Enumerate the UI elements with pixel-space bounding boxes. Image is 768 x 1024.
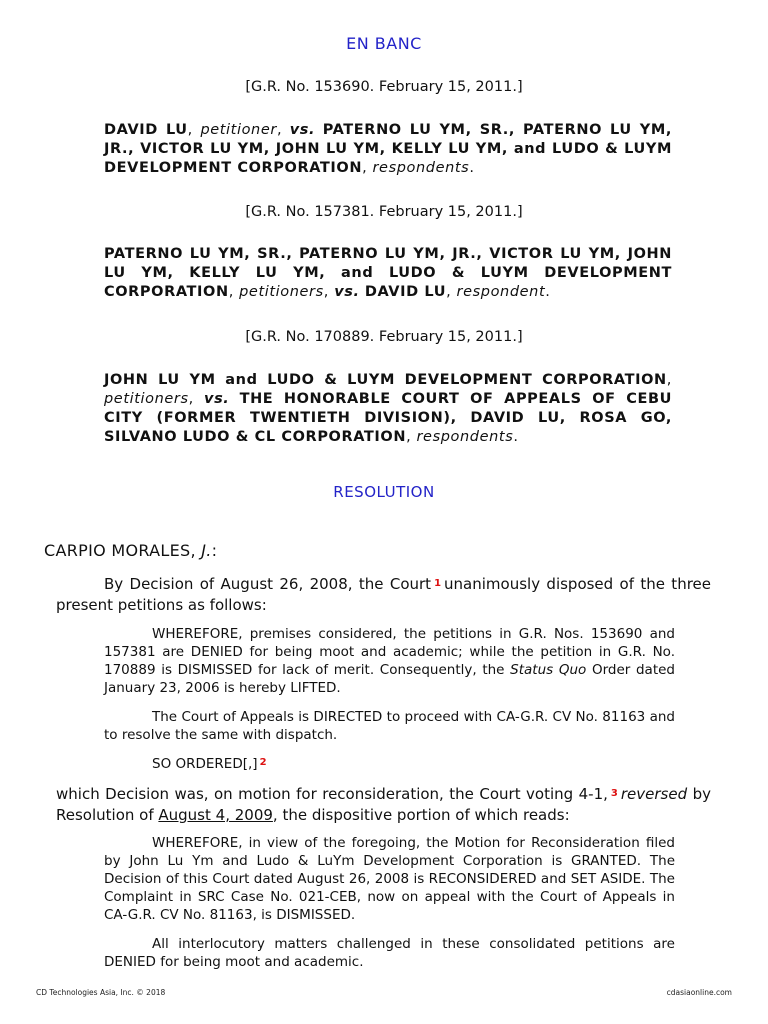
party-role: petitioners bbox=[104, 391, 189, 407]
party-role: respondent bbox=[456, 284, 546, 300]
quote-paragraph-3: SO ORDERED[,] $^2$ bbox=[152, 756, 267, 772]
reversed-italic: reversed bbox=[620, 785, 688, 803]
case-caption-1: DAVID LU, petitioner, vs. PATERNO LU YM, SR., PATERNO LU YM, JR., VICTOR LU YM, JOHN LU YM, KELLY LU YM, and LUDO & LUYM DEVELOPMENT CORPORATION, respondents. bbox=[104, 122, 672, 176]
quote-paragraph-4: WHEREFORE, in view of the foregoing, the Motion for Reconsideration filed by John Lu Ym and Ludo & LuYm Development Corporation is GRANTED. The Decision of this Court dated August 26, 2008 is RECONSIDERED and SET ASIDE. The Complaint in SRC Case No. 021-CEB, now on appeal with the Court of Appeals in CA-G.R. CV No. 81163, is DISMISSED. bbox=[104, 835, 675, 923]
party-petitioner: DAVID LU bbox=[104, 122, 188, 138]
quote-paragraph-2: The Court of Appeals is DIRECTED to proceed with CA-G.R. CV No. 81163 and to resolve the same with dispatch. bbox=[104, 709, 675, 743]
party-petitioners: PATERNO LU YM, SR., PATERNO LU YM, JR., VICTOR LU YM, JOHN LU YM, KELLY LU YM, and LUDO & LUYM DEVELOPMENT CORPORATION bbox=[104, 246, 672, 300]
ponente-name: CARPIO MORALES bbox=[44, 541, 191, 560]
quote-paragraph-5: All interlocutory matters challenged in these consolidated petitions are DENIED for being moot and academic. bbox=[104, 936, 675, 970]
ponente: CARPIO MORALES, J.: bbox=[44, 541, 218, 560]
gr-number-3: [G.R. No. 170889. February 15, 2011.] bbox=[245, 329, 523, 345]
footnote-ref-2[interactable]: 2 bbox=[259, 757, 267, 768]
party-role: petitioners bbox=[239, 284, 324, 300]
versus: vs. bbox=[334, 284, 360, 300]
party-respondents: THE HONORABLE COURT OF APPEALS OF CEBU CITY (FORMER TWENTIETH DIVISION), DAVID LU, ROSA GO, SILVANO LUDO & CL CORPORATION bbox=[104, 391, 672, 445]
body-paragraph-1: By Decision of August 26, 2008, the Court $^1$ unanimously disposed of the three present petitions as follows: bbox=[56, 575, 711, 614]
quote-paragraph-1: WHEREFORE, premises considered, the petitions in G.R. Nos. 153690 and 157381 are DENIED for being moot and academic; while the petition in G.R. No. 170889 is DISMISSED for lack of merit. Consequently, the Status Quo Order dated January 23, 2006 is hereby LIFTED. bbox=[104, 626, 675, 696]
ponente-title: J. bbox=[201, 541, 212, 560]
footer-site: cdasiaonline.com bbox=[666, 988, 732, 997]
division-header: EN BANC bbox=[346, 34, 422, 53]
resolution-title: RESOLUTION bbox=[333, 483, 435, 501]
footnote-ref-3[interactable]: 3 bbox=[610, 788, 618, 799]
body-paragraph-2: which Decision was, on motion for reconsideration, the Court voting 4-1, $^3$ reversed by Resolution of August 4, 2009, the dispositive portion of which reads: bbox=[56, 785, 711, 824]
case-caption-2: PATERNO LU YM, SR., PATERNO LU YM, JR., VICTOR LU YM, JOHN LU YM, KELLY LU YM, and LUDO & LUYM DEVELOPMENT CORPORATION, petitioners, vs. DAVID LU, respondent. bbox=[104, 246, 672, 300]
gr-number-2: [G.R. No. 157381. February 15, 2011.] bbox=[245, 204, 523, 220]
versus: vs. bbox=[204, 391, 230, 407]
party-petitioners: JOHN LU YM and LUDO & LUYM DEVELOPMENT CORPORATION bbox=[104, 372, 667, 388]
case-caption-3: JOHN LU YM and LUDO & LUYM DEVELOPMENT CORPORATION, petitioners, vs. THE HONORABLE COURT OF APPEALS OF CEBU CITY (FORMER TWENTIETH DIVISION), DAVID LU, ROSA GO, SILVANO LUDO & CL CORPORATION, respondents. bbox=[104, 372, 672, 445]
party-respondents: PATERNO LU YM, SR., PATERNO LU YM, JR., VICTOR LU YM, JOHN LU YM, KELLY LU YM, and LUDO & LUYM DEVELOPMENT CORPORATION bbox=[104, 122, 672, 176]
party-respondent: DAVID LU bbox=[364, 284, 447, 300]
resolution-date-link[interactable]: August 4, 2009 bbox=[158, 806, 273, 824]
gr-number-1: [G.R. No. 153690. February 15, 2011.] bbox=[245, 79, 523, 95]
footnote-ref-1[interactable]: 1 bbox=[434, 578, 442, 589]
footer-copyright: CD Technologies Asia, Inc. © 2018 bbox=[36, 988, 166, 997]
party-role: respondents bbox=[372, 160, 470, 176]
versus: vs. bbox=[289, 122, 316, 138]
party-role: respondents bbox=[416, 429, 514, 445]
status-quo-italic: Status Quo bbox=[510, 662, 587, 678]
party-role: petitioner bbox=[200, 122, 277, 138]
